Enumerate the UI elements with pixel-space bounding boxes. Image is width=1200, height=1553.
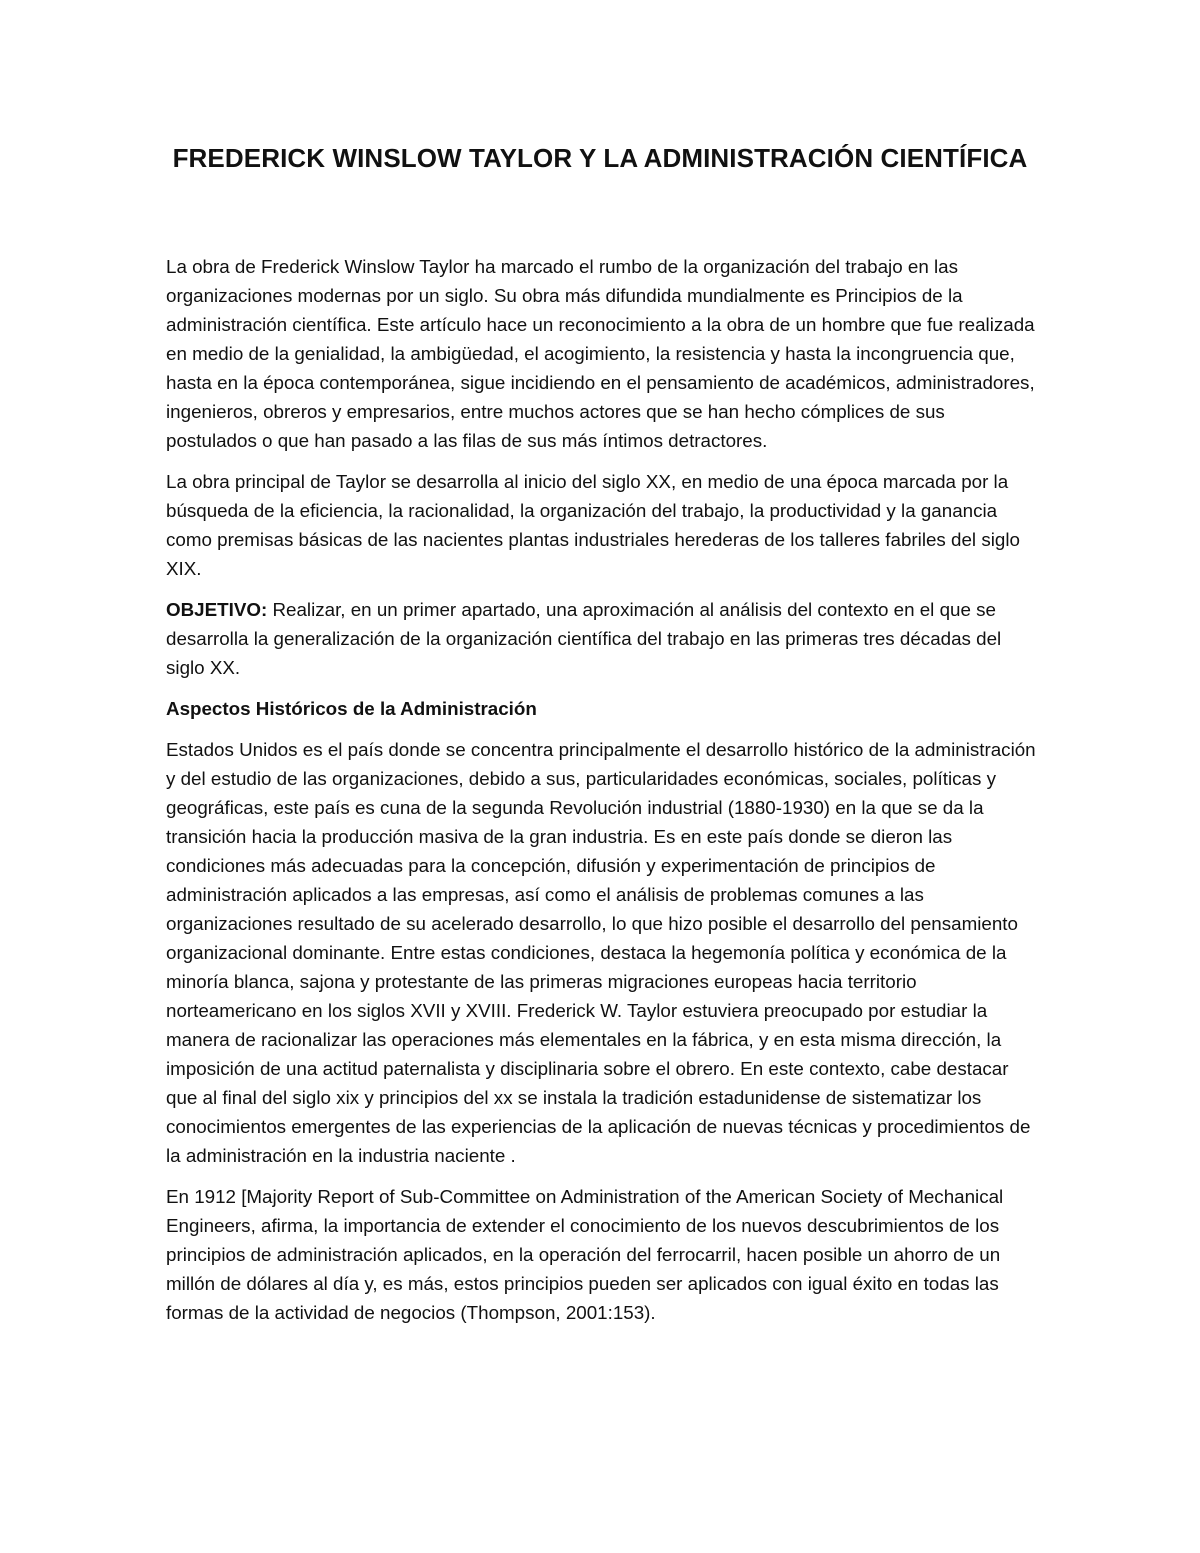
objective-label: OBJETIVO:	[166, 599, 268, 620]
paragraph-1912-report: En 1912 [Majority Report of Sub-Committee on Administration of the American Society of Mechanical Engineers, afirma, la importancia de extender el conocimiento de los nuevos descubrimientos de los principios de administración aplicados, en la operación del ferrocarril, hacen posible un ahorro de un millón de dólares al día y, es más, estos principios pueden ser aplicados con igual éxito en todas las formas de la actividad de negocios (Thompson, 2001:153).	[166, 1186, 1004, 1323]
paragraph-objective	[166, 595, 1040, 682]
section-heading: Aspectos Históricos de la Administración	[166, 698, 537, 719]
paragraph-introduction: La obra de Frederick Winslow Taylor ha marcado el rumbo de la organización del trabajo en las organizaciones modernas por un siglo. Su obra más difundida mundialmente es Principios de la administración científica. Este artículo hace un reconocimiento a la obra de un hombre que fue realizada en medio de la genialidad, la ambigüedad, el acogimiento, la resistencia y hasta la incongruencia que, hasta en la época contemporánea, sigue incidiendo en el pensamiento de académicos, administradores, ingenieros, obreros y empresarios, entre muchos actores que se han hecho cómplices de sus postulados o que han pasado a las filas de sus más íntimos detractores.	[166, 256, 1035, 451]
objective-text: Realizar, en un primer apartado, una aproximación al análisis del contexto en el que se desarrolla la generalización de la organización científica del trabajo en las primeras tres décadas del siglo XX.	[166, 599, 1002, 678]
document-body	[166, 252, 1040, 1339]
document-title: FREDERICK WINSLOW TAYLOR Y LA ADMINISTRACIÓN CIENTÍFICA	[172, 143, 1028, 173]
paragraph-historical-context: Estados Unidos es el país donde se concentra principalmente el desarrollo histórico de la administración y del estudio de las organizaciones, debido a sus, particularidades económicas, sociales, políticas y geográficas, este país es cuna de la segunda Revolución industrial (1880-1930) en la que se da la transición hacia la producción masiva de la gran industria. Es en este país donde se dieron las condiciones más adecuadas para la concepción, difusión y experimentación de principios de administración aplicados a las empresas, así como el análisis de problemas comunes a las organizaciones resultado de su acelerado desarrollo, lo que hizo posible el desarrollo del pensamiento organizacional dominante. Entre estas condiciones, destaca la hegemonía política y económica de la minoría blanca, sajona y protestante de las primeras migraciones europeas hacia territorio norteamericano en los siglos XVII y XVIII. Frederick W. Taylor estuviera preocupado por estudiar la manera de racionalizar las operaciones más elementales en la fábrica, y en esta misma dirección, la imposición de una actitud paternalista y disciplinaria sobre el obrero. En este contexto, cabe destacar que al final del siglo xix y principios del xx se instala la tradición estadunidense de sistematizar los conocimientos emergentes de las experiencias de la aplicación de nuevas técnicas y procedimientos de la administración en la industria naciente .	[166, 739, 1036, 1166]
paragraph-taylor-work: La obra principal de Taylor se desarrolla al inicio del siglo XX, en medio de una época marcada por la búsqueda de la eficiencia, la racionalidad, la organización del trabajo, la productividad y la ganancia como premisas básicas de las nacientes plantas industriales herederas de los talleres fabriles del siglo XIX.	[166, 471, 1020, 579]
